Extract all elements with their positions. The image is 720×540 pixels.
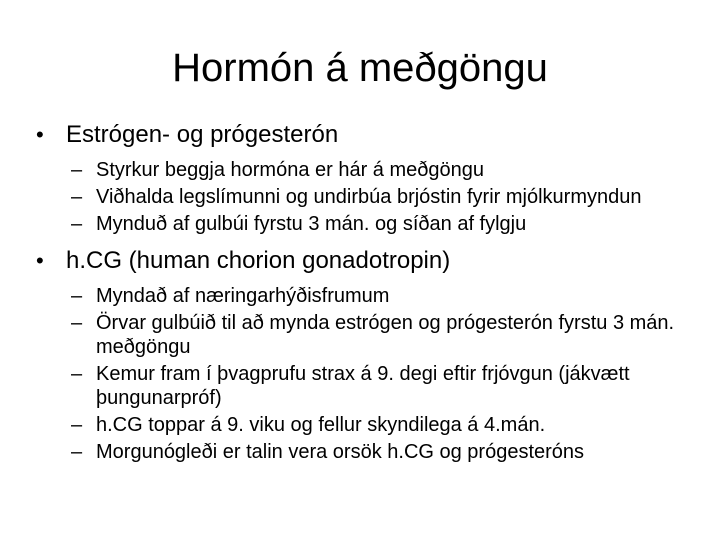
- section-estrogen: [36, 120, 696, 236]
- sub-bullet-text: Örvar gulbúið til að mynda estrógen og prógesterón fyrstu 3 mán. meðgöngu: [96, 312, 675, 358]
- sub-bullet-text: Kemur fram í þvagprufu strax á 9. degi eftir frjóvgun (jákvætt þungunarpróf): [96, 363, 630, 409]
- sub-bullet: [36, 362, 696, 410]
- bullet-heading: [36, 246, 696, 276]
- sub-marker: –: [71, 363, 83, 385]
- sub-bullet: [36, 284, 696, 308]
- sub-bullet-text: Myndað af næringarhýðisfrumum: [96, 285, 390, 307]
- bullet-text: Estrógen- og prógesterón: [66, 121, 339, 148]
- bullet-heading: [36, 120, 696, 150]
- sub-bullet-text: Morgunógleði er talin vera orsök h.CG og prógesteróns: [96, 441, 585, 463]
- sub-bullet: [36, 212, 696, 236]
- sub-bullet: [36, 158, 696, 182]
- sub-bullet: [36, 311, 696, 359]
- bullet-marker: •: [36, 122, 44, 147]
- sub-bullet-text: Styrkur beggja hormóna er hár á meðgöngu: [96, 159, 485, 181]
- sub-marker: –: [71, 159, 83, 181]
- sub-bullet-text: Mynduð af gulbúi fyrstu 3 mán. og síðan af fylgju: [96, 213, 527, 235]
- bullet-marker: •: [36, 248, 44, 273]
- slide-body: [36, 120, 696, 467]
- sub-bullet: [36, 185, 696, 209]
- sub-marker: –: [71, 186, 83, 208]
- bullet-text: h.CG (human chorion gonadotropin): [66, 247, 451, 274]
- slide-title: Hormón á meðgöngu: [172, 46, 548, 90]
- sub-bullet-text: h.CG toppar á 9. viku og fellur skyndilega á 4.mán.: [96, 414, 546, 436]
- sub-marker: –: [71, 414, 83, 436]
- sub-marker: –: [71, 213, 83, 235]
- sub-marker: –: [71, 312, 83, 334]
- sub-bullet-text: Viðhalda legslímunni og undirbúa brjóstin fyrir mjólkurmyndun: [96, 186, 642, 208]
- sub-marker: –: [71, 441, 83, 463]
- sub-bullet: [36, 413, 696, 437]
- sub-bullet: [36, 440, 696, 464]
- sub-marker: –: [71, 285, 83, 307]
- section-hcg: [36, 246, 696, 464]
